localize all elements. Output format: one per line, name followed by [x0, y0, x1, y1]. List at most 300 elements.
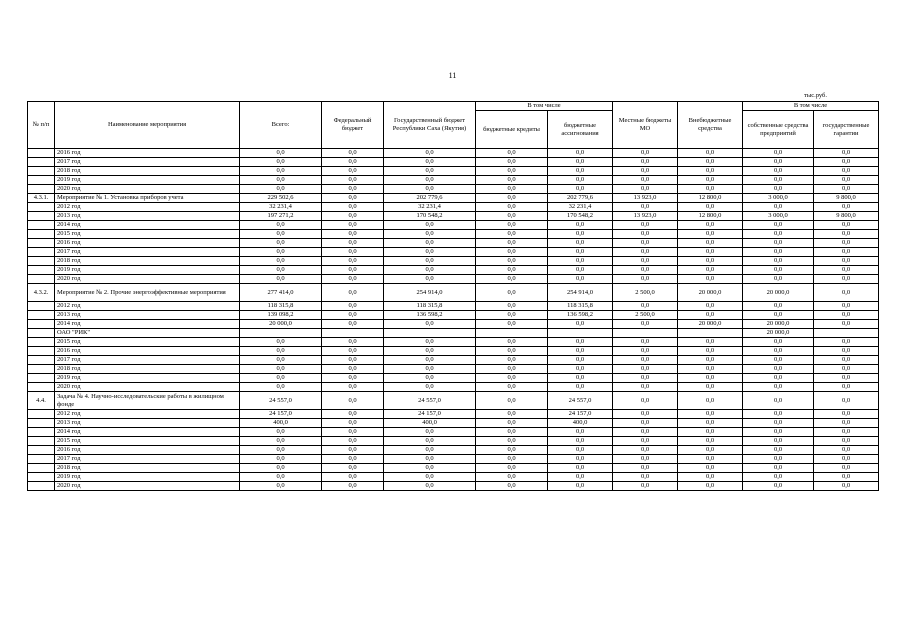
row-value: 0,0 — [476, 167, 548, 176]
row-value: 0,0 — [743, 446, 814, 455]
row-value: 0,0 — [476, 374, 548, 383]
row-value: 0,0 — [322, 374, 384, 383]
row-value: 32 231,4 — [548, 203, 613, 212]
row-code — [28, 464, 55, 473]
row-value: 0,0 — [322, 284, 384, 302]
row-value: 0,0 — [548, 176, 613, 185]
row-value: 0,0 — [678, 419, 743, 428]
row-value: 0,0 — [678, 257, 743, 266]
row-value: 0,0 — [678, 158, 743, 167]
row-value: 0,0 — [240, 221, 322, 230]
row-code — [28, 419, 55, 428]
row-value: 0,0 — [678, 374, 743, 383]
row-code — [28, 302, 55, 311]
row-name: 2020 год — [55, 185, 240, 194]
row-code — [28, 437, 55, 446]
row-value: 24 557,0 — [548, 392, 613, 410]
row-value: 32 231,4 — [384, 203, 476, 212]
row-code — [28, 248, 55, 257]
row-value: 0,0 — [322, 221, 384, 230]
row-value: 0,0 — [814, 419, 879, 428]
table-row — [28, 194, 879, 203]
row-value: 0,0 — [814, 176, 879, 185]
row-value: 0,0 — [814, 221, 879, 230]
row-name: 2017 год — [55, 356, 240, 365]
row-name: 2013 год — [55, 311, 240, 320]
row-value: 0,0 — [814, 482, 879, 491]
row-value: 0,0 — [678, 302, 743, 311]
row-value: 0,0 — [743, 203, 814, 212]
row-value: 0,0 — [384, 446, 476, 455]
row-value: 0,0 — [814, 446, 879, 455]
row-value: 0,0 — [678, 383, 743, 392]
row-value: 24 157,0 — [384, 410, 476, 419]
row-code — [28, 212, 55, 221]
row-value: 0,0 — [743, 149, 814, 158]
row-value: 0,0 — [384, 464, 476, 473]
row-value: 0,0 — [384, 221, 476, 230]
row-value: 20 000,0 — [743, 320, 814, 329]
row-value: 0,0 — [613, 248, 678, 257]
row-value: 0,0 — [743, 248, 814, 257]
row-value: 0,0 — [384, 239, 476, 248]
row-code — [28, 482, 55, 491]
row-value: 0,0 — [678, 338, 743, 347]
row-value: 0,0 — [548, 230, 613, 239]
row-value: 0,0 — [384, 149, 476, 158]
row-value: 0,0 — [240, 473, 322, 482]
row-value: 0,0 — [743, 437, 814, 446]
row-value: 0,0 — [240, 176, 322, 185]
row-value: 0,0 — [678, 167, 743, 176]
row-value: 0,0 — [476, 275, 548, 284]
row-value: 0,0 — [476, 194, 548, 203]
row-value: 0,0 — [476, 158, 548, 167]
row-name: 2014 год — [55, 221, 240, 230]
row-code — [28, 221, 55, 230]
table-row — [28, 284, 879, 302]
row-value: 0,0 — [678, 365, 743, 374]
header-own: собственные средства предприятий — [743, 111, 814, 149]
row-value: 0,0 — [322, 239, 384, 248]
row-value: 9 800,0 — [814, 212, 879, 221]
row-code — [28, 320, 55, 329]
row-value: 0,0 — [678, 455, 743, 464]
row-name: 2016 год — [55, 239, 240, 248]
budget-table — [27, 101, 879, 491]
row-value: 0,0 — [743, 419, 814, 428]
table-body — [28, 149, 879, 491]
row-value: 0,0 — [678, 149, 743, 158]
row-code — [28, 275, 55, 284]
row-value: 229 502,6 — [240, 194, 322, 203]
row-value: 0,0 — [548, 374, 613, 383]
row-value: 0,0 — [548, 383, 613, 392]
row-code — [28, 347, 55, 356]
table-row — [28, 158, 879, 167]
row-value: 0,0 — [548, 464, 613, 473]
row-value: 0,0 — [240, 464, 322, 473]
table-row — [28, 320, 879, 329]
row-name: 2019 год — [55, 473, 240, 482]
row-value: 0,0 — [613, 455, 678, 464]
row-value: 0,0 — [322, 248, 384, 257]
row-value: 0,0 — [743, 428, 814, 437]
table-row — [28, 329, 879, 338]
row-value: 20 000,0 — [743, 329, 814, 338]
row-value: 0,0 — [548, 149, 613, 158]
table-row — [28, 212, 879, 221]
row-value: 0,0 — [476, 419, 548, 428]
row-name: 2018 год — [55, 365, 240, 374]
row-value: 0,0 — [613, 473, 678, 482]
row-value: 0,0 — [678, 275, 743, 284]
row-value: 0,0 — [743, 464, 814, 473]
row-value: 0,0 — [384, 356, 476, 365]
row-code — [28, 356, 55, 365]
row-code — [28, 176, 55, 185]
row-value: 0,0 — [322, 302, 384, 311]
table-row — [28, 149, 879, 158]
row-value: 0,0 — [678, 392, 743, 410]
row-code — [28, 455, 55, 464]
row-code — [28, 230, 55, 239]
row-value — [814, 329, 879, 338]
row-value: 0,0 — [814, 239, 879, 248]
row-value: 0,0 — [613, 320, 678, 329]
row-value: 0,0 — [476, 203, 548, 212]
row-value: 0,0 — [548, 482, 613, 491]
row-value: 0,0 — [476, 311, 548, 320]
row-value: 254 914,0 — [384, 284, 476, 302]
table-row — [28, 176, 879, 185]
row-code — [28, 266, 55, 275]
row-value: 0,0 — [814, 230, 879, 239]
row-value: 0,0 — [548, 257, 613, 266]
row-code — [28, 338, 55, 347]
table-row — [28, 464, 879, 473]
row-value: 0,0 — [476, 176, 548, 185]
row-value: 32 231,4 — [240, 203, 322, 212]
row-value: 0,0 — [384, 320, 476, 329]
row-value: 0,0 — [240, 356, 322, 365]
row-value: 0,0 — [613, 302, 678, 311]
row-value: 0,0 — [322, 194, 384, 203]
row-value: 0,0 — [814, 320, 879, 329]
row-value: 0,0 — [743, 176, 814, 185]
row-value: 20 000,0 — [743, 284, 814, 302]
row-value: 0,0 — [384, 266, 476, 275]
row-value: 0,0 — [814, 392, 879, 410]
row-value: 0,0 — [743, 275, 814, 284]
row-value: 0,0 — [814, 167, 879, 176]
row-value: 0,0 — [613, 383, 678, 392]
row-value: 0,0 — [613, 149, 678, 158]
table-row — [28, 266, 879, 275]
row-value: 0,0 — [322, 365, 384, 374]
row-value: 0,0 — [322, 428, 384, 437]
row-value: 0,0 — [678, 410, 743, 419]
row-value: 0,0 — [814, 383, 879, 392]
row-value: 0,0 — [322, 176, 384, 185]
row-name: Мероприятие № 1. Установка приборов учета — [55, 194, 240, 203]
row-name: 2018 год — [55, 167, 240, 176]
row-value: 0,0 — [322, 266, 384, 275]
row-value: 0,0 — [322, 257, 384, 266]
row-value: 0,0 — [476, 320, 548, 329]
row-value: 0,0 — [384, 383, 476, 392]
header-local: Местные бюджеты МО — [613, 102, 678, 149]
table-row — [28, 419, 879, 428]
row-code: 4.3.1. — [28, 194, 55, 203]
row-name: 2019 год — [55, 176, 240, 185]
row-value: 0,0 — [476, 302, 548, 311]
row-value: 0,0 — [384, 257, 476, 266]
row-value: 24 557,0 — [384, 392, 476, 410]
row-value — [678, 329, 743, 338]
row-value: 0,0 — [322, 464, 384, 473]
row-name: 2018 год — [55, 257, 240, 266]
row-value: 0,0 — [476, 365, 548, 374]
row-code — [28, 158, 55, 167]
row-value: 0,0 — [613, 419, 678, 428]
row-value: 20 000,0 — [678, 284, 743, 302]
row-value: 0,0 — [476, 257, 548, 266]
row-code — [28, 365, 55, 374]
row-value: 0,0 — [613, 221, 678, 230]
row-value: 0,0 — [476, 266, 548, 275]
row-value: 0,0 — [613, 464, 678, 473]
row-value: 0,0 — [743, 158, 814, 167]
row-value: 0,0 — [613, 446, 678, 455]
row-value: 0,0 — [678, 203, 743, 212]
row-value: 0,0 — [322, 338, 384, 347]
row-value: 0,0 — [476, 239, 548, 248]
row-value: 0,0 — [322, 473, 384, 482]
table-row — [28, 185, 879, 194]
row-value: 0,0 — [613, 410, 678, 419]
row-value: 0,0 — [476, 185, 548, 194]
row-name: 2015 год — [55, 437, 240, 446]
row-value: 0,0 — [240, 365, 322, 374]
row-value: 0,0 — [814, 464, 879, 473]
page-number: 11 — [448, 71, 457, 80]
row-value: 0,0 — [240, 230, 322, 239]
row-name: 2017 год — [55, 248, 240, 257]
table-row — [28, 383, 879, 392]
row-value: 0,0 — [613, 428, 678, 437]
row-value: 0,0 — [548, 446, 613, 455]
row-value: 0,0 — [678, 482, 743, 491]
row-value: 0,0 — [476, 482, 548, 491]
row-value: 0,0 — [814, 284, 879, 302]
row-value: 0,0 — [678, 437, 743, 446]
row-value: 0,0 — [476, 455, 548, 464]
row-name: 2012 год — [55, 203, 240, 212]
header-federal: Федеральный бюджет — [322, 102, 384, 149]
row-value: 0,0 — [814, 203, 879, 212]
row-value: 0,0 — [384, 248, 476, 257]
row-value: 0,0 — [548, 266, 613, 275]
row-value: 0,0 — [240, 149, 322, 158]
header-including: В том числе — [476, 102, 613, 111]
row-value: 0,0 — [814, 374, 879, 383]
row-name: 2013 год — [55, 212, 240, 221]
row-value: 0,0 — [322, 383, 384, 392]
row-value: 136 598,2 — [548, 311, 613, 320]
row-value: 0,0 — [476, 428, 548, 437]
table-row — [28, 203, 879, 212]
row-value — [240, 329, 322, 338]
table-row — [28, 410, 879, 419]
row-code: 4.3.2. — [28, 284, 55, 302]
row-value: 0,0 — [322, 482, 384, 491]
row-code — [28, 446, 55, 455]
row-value: 0,0 — [743, 383, 814, 392]
row-value: 0,0 — [678, 266, 743, 275]
row-name: 2014 год — [55, 428, 240, 437]
row-value: 0,0 — [548, 356, 613, 365]
row-value: 0,0 — [476, 446, 548, 455]
row-value: 0,0 — [548, 347, 613, 356]
row-name: 2020 год — [55, 275, 240, 284]
header-extra: Внебюджетные средства — [678, 102, 743, 149]
row-value: 0,0 — [476, 392, 548, 410]
row-value: 13 923,0 — [613, 212, 678, 221]
row-value: 0,0 — [384, 185, 476, 194]
table-row — [28, 311, 879, 320]
row-value: 0,0 — [548, 248, 613, 257]
table-row — [28, 482, 879, 491]
row-value: 0,0 — [743, 482, 814, 491]
row-value: 0,0 — [322, 410, 384, 419]
row-value: 0,0 — [743, 455, 814, 464]
row-value: 0,0 — [384, 437, 476, 446]
row-value: 0,0 — [240, 275, 322, 284]
row-value: 0,0 — [322, 185, 384, 194]
row-value: 0,0 — [743, 374, 814, 383]
row-value: 0,0 — [743, 239, 814, 248]
row-value: 0,0 — [548, 167, 613, 176]
row-value: 0,0 — [322, 347, 384, 356]
row-value: 0,0 — [548, 437, 613, 446]
row-value: 0,0 — [548, 365, 613, 374]
table-row — [28, 302, 879, 311]
row-value: 12 800,0 — [678, 194, 743, 203]
row-value: 0,0 — [548, 428, 613, 437]
row-value: 0,0 — [240, 428, 322, 437]
row-name: 2012 год — [55, 410, 240, 419]
row-value: 0,0 — [613, 257, 678, 266]
header-no: № п/п — [28, 102, 55, 149]
row-value: 0,0 — [743, 266, 814, 275]
row-value: 0,0 — [613, 356, 678, 365]
row-code — [28, 410, 55, 419]
row-value: 0,0 — [384, 473, 476, 482]
table-row — [28, 437, 879, 446]
row-value: 0,0 — [548, 455, 613, 464]
row-value: 0,0 — [678, 446, 743, 455]
row-code — [28, 383, 55, 392]
row-value: 0,0 — [384, 338, 476, 347]
row-value: 0,0 — [240, 257, 322, 266]
row-value: 0,0 — [613, 275, 678, 284]
row-value: 0,0 — [743, 257, 814, 266]
row-value: 0,0 — [743, 410, 814, 419]
row-value: 24 557,0 — [240, 392, 322, 410]
row-value: 0,0 — [240, 446, 322, 455]
row-name: 2016 год — [55, 149, 240, 158]
table-row — [28, 365, 879, 374]
row-value: 0,0 — [384, 365, 476, 374]
row-value: 0,0 — [613, 239, 678, 248]
row-value: 0,0 — [240, 167, 322, 176]
row-value: 400,0 — [384, 419, 476, 428]
row-value — [548, 329, 613, 338]
row-value: 0,0 — [476, 338, 548, 347]
row-value: 0,0 — [743, 338, 814, 347]
row-value: 0,0 — [814, 149, 879, 158]
row-value: 0,0 — [322, 212, 384, 221]
table-row — [28, 230, 879, 239]
row-value: 0,0 — [548, 275, 613, 284]
row-code — [28, 374, 55, 383]
row-value: 0,0 — [548, 320, 613, 329]
row-value: 0,0 — [476, 410, 548, 419]
row-value — [476, 329, 548, 338]
row-value: 0,0 — [743, 392, 814, 410]
row-name: 2015 год — [55, 338, 240, 347]
row-value: 197 271,2 — [240, 212, 322, 221]
row-value: 9 800,0 — [814, 194, 879, 203]
row-value: 0,0 — [384, 374, 476, 383]
row-value: 0,0 — [476, 347, 548, 356]
row-value: 0,0 — [814, 275, 879, 284]
row-value: 0,0 — [678, 356, 743, 365]
header-state: Государственный бюджет Республики Саха (Якутия) — [384, 102, 476, 149]
row-value: 0,0 — [476, 230, 548, 239]
row-value: 0,0 — [814, 158, 879, 167]
header-allocations: бюджетные ассигнования — [548, 111, 613, 149]
row-code — [28, 203, 55, 212]
row-value: 0,0 — [476, 473, 548, 482]
row-value: 0,0 — [476, 221, 548, 230]
row-value: 0,0 — [743, 473, 814, 482]
units-label: тыс.руб. — [804, 92, 827, 99]
row-value: 0,0 — [322, 320, 384, 329]
table-row — [28, 473, 879, 482]
row-value: 0,0 — [476, 248, 548, 257]
row-value: 0,0 — [613, 203, 678, 212]
row-name: ОАО "РИК" — [55, 329, 240, 338]
row-value: 0,0 — [476, 356, 548, 365]
row-value: 0,0 — [613, 365, 678, 374]
row-value: 20 000,0 — [240, 320, 322, 329]
row-value: 0,0 — [814, 311, 879, 320]
row-name: 2016 год — [55, 347, 240, 356]
row-value: 0,0 — [476, 464, 548, 473]
row-code — [28, 257, 55, 266]
header-credits: бюджетные кредиты — [476, 111, 548, 149]
row-value: 0,0 — [678, 230, 743, 239]
row-code: 4.4. — [28, 392, 55, 410]
row-value: 2 500,0 — [613, 284, 678, 302]
table-row — [28, 455, 879, 464]
row-name: 2019 год — [55, 266, 240, 275]
row-value: 0,0 — [743, 356, 814, 365]
row-value: 0,0 — [548, 158, 613, 167]
table-row — [28, 446, 879, 455]
